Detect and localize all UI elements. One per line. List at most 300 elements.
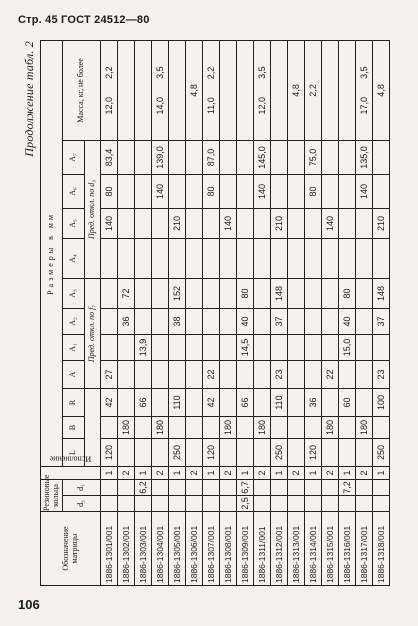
cell-A1 [203,334,220,360]
cell-R: 42 [101,388,118,416]
cell-R: 42 [203,388,220,416]
cell-d3 [186,496,203,512]
cell-L [186,438,203,466]
cell-d1 [203,479,220,495]
cell-A6 [186,174,203,208]
cell-L [339,438,356,466]
designation-header: Обозначение матрицы [41,512,101,586]
cell-code: 1886-1304/001 [152,512,169,586]
cell-R: 36 [305,388,322,416]
cell-A6 [271,174,288,208]
cell-A5: 210 [271,208,288,238]
cell-d1 [271,479,288,495]
cell-A2: 37 [271,308,288,334]
cell-d1 [254,479,271,495]
table-row [186,40,203,585]
L-header: L [63,438,85,466]
cell-A3: 148 [271,278,288,308]
table-body [101,40,390,585]
cell-L [254,438,271,466]
cell-B [135,416,152,438]
cell-B: 180 [322,416,339,438]
cell-A4 [118,238,135,278]
cell-A: 22 [203,360,220,388]
cell-A3 [152,278,169,308]
cell-R: 110 [169,388,186,416]
cell-d1 [288,479,305,495]
cell-mass [101,40,118,140]
cell-A7 [169,140,186,174]
cell-mass [152,40,169,140]
cell-d1 [101,479,118,495]
cell-A5 [118,208,135,238]
cell-d3 [101,496,118,512]
cell-A6: 140 [254,174,271,208]
A2-header: A₂ [63,308,85,334]
cell-d3 [118,496,135,512]
cell-A4 [101,238,118,278]
cell-A4 [271,238,288,278]
cell-A6 [373,174,390,208]
cell-A1: 15,0 [339,334,356,360]
cell-d1: 6,7 [237,479,254,495]
cell-ex: 1 [203,466,220,479]
cell-A2 [186,308,203,334]
mass-extra-value: 11,0 [206,97,216,115]
cell-A [356,360,373,388]
cell-A6 [288,174,305,208]
cell-d3 [356,496,373,512]
cell-A4 [339,238,356,278]
cell-L [118,438,135,466]
cell-R [220,388,237,416]
table-row [118,40,135,585]
cell-A7: 83,4 [101,140,118,174]
cell-code: 1886-1312/001 [271,512,288,586]
mass-value: 3,5 [359,66,369,79]
cell-R [186,388,203,416]
cell-A4 [169,238,186,278]
cell-d3: 2,5 [237,496,254,512]
mass-extra-value: 17,0 [359,96,369,115]
A6-header: A₆ [63,174,85,208]
cell-A1 [152,334,169,360]
mass-value: 3,5 [257,66,267,79]
cell-R [254,388,271,416]
cell-code: 1886-1318/001 [373,512,390,586]
cell-A6: 140 [356,174,373,208]
cell-d3 [220,496,237,512]
mass-value: 2,2 [104,66,114,79]
cell-d1 [322,479,339,495]
cell-R [322,388,339,416]
cell-B [288,416,305,438]
cell-ex: 1 [237,466,254,479]
cell-code: 1886-1311/001 [254,512,271,586]
cell-A1 [356,334,373,360]
cell-L [135,438,152,466]
cell-A3: 80 [339,278,356,308]
cell-A: 22 [322,360,339,388]
cell-d1: 7,2 [339,479,356,495]
cell-B [101,416,118,438]
cell-A5 [203,208,220,238]
cell-d1 [152,479,169,495]
cell-A6: 80 [101,174,118,208]
table-row [237,40,254,585]
table-row [305,40,322,585]
cell-A7: 135,0 [356,140,373,174]
cell-ex: 1 [339,466,356,479]
cell-A [254,360,271,388]
cell-A7 [322,140,339,174]
cell-mass [339,40,356,140]
A-header: A [63,360,85,388]
table-row [339,40,356,585]
cell-A1 [271,334,288,360]
cell-L [237,438,254,466]
cell-A4 [220,238,237,278]
cell-A2 [135,308,152,334]
cell-B: 180 [356,416,373,438]
tolerance-note-f7: Пред. откл. по f₇ [85,278,101,388]
cell-A3 [203,278,220,308]
cell-A2: 36 [118,308,135,334]
cell-B [186,416,203,438]
cell-A5: 210 [169,208,186,238]
execution-header: Исполнение [41,466,101,479]
cell-mass [135,40,152,140]
cell-A6 [339,174,356,208]
cell-B [373,416,390,438]
cell-A [135,360,152,388]
cell-d3 [339,496,356,512]
cell-A4 [254,238,271,278]
cell-mass [271,40,288,140]
cell-A2 [220,308,237,334]
mass-extra-value: 14,0 [155,96,165,115]
R-header: R [63,388,85,416]
cell-A3: 148 [373,278,390,308]
cell-A3 [254,278,271,308]
cell-ex: 2 [152,466,169,479]
cell-A6 [322,174,339,208]
cell-code: 1886-1309/001 [237,512,254,586]
cell-A7: 75,0 [305,140,322,174]
cell-ex: 2 [356,466,373,479]
cell-A [152,360,169,388]
cell-A [237,360,254,388]
cell-R: 66 [237,388,254,416]
cell-code: 1886-1316/001 [339,512,356,586]
cell-ex: 2 [288,466,305,479]
cell-L: 120 [203,438,220,466]
cell-A5 [152,208,169,238]
cell-L [152,438,169,466]
cell-A3 [186,278,203,308]
B-header: B [63,416,85,438]
cell-A5 [186,208,203,238]
cell-A5 [135,208,152,238]
cell-d1 [118,479,135,495]
cell-A [118,360,135,388]
cell-B [339,416,356,438]
cell-A3 [220,278,237,308]
cell-A7 [135,140,152,174]
A1-header: A₁ [63,334,85,360]
table-row [220,40,237,585]
cell-A1 [288,334,305,360]
A4-header: A₄ [63,238,85,278]
cell-A5 [288,208,305,238]
dimensions-table [40,40,390,586]
cell-code: 1886-1308/001 [220,512,237,586]
cell-mass [203,40,220,140]
cell-A6 [118,174,135,208]
table-row [152,40,169,585]
cell-A4 [322,238,339,278]
table-row [271,40,288,585]
cell-A: 23 [271,360,288,388]
cell-code: 1886-1313/001 [288,512,305,586]
cell-A [305,360,322,388]
cell-R [118,388,135,416]
table-row [101,40,118,585]
cell-L [288,438,305,466]
cell-A5: 140 [101,208,118,238]
cell-A7 [288,140,305,174]
cell-A7 [220,140,237,174]
cell-B [305,416,322,438]
cell-A5 [339,208,356,238]
cell-B [271,416,288,438]
cell-code: 1886-1305/001 [169,512,186,586]
cell-A7 [339,140,356,174]
cell-d1 [186,479,203,495]
cell-A1 [305,334,322,360]
cell-A3: 80 [237,278,254,308]
dimensions-caption: Размеры в мм [41,40,63,466]
cell-mass [356,40,373,140]
cell-ex: 1 [271,466,288,479]
cell-A4 [237,238,254,278]
cell-A3 [356,278,373,308]
cell-d3 [322,496,339,512]
cell-A2: 40 [339,308,356,334]
mass-header: Масса, кг, не более [63,40,101,140]
cell-A2 [288,308,305,334]
cell-B [237,416,254,438]
cell-mass: 2,2 [305,40,322,140]
cell-mass: 4,8 [373,40,390,140]
cell-ex: 1 [305,466,322,479]
cell-A3 [322,278,339,308]
cell-R: 110 [271,388,288,416]
cell-code: 1886-1302/001 [118,512,135,586]
cell-A4 [305,238,322,278]
cell-d1 [305,479,322,495]
cell-ex: 1 [169,466,186,479]
cell-code: 1886-1301/001 [101,512,118,586]
mass-extra-value: 12,0 [257,96,267,115]
cell-A [220,360,237,388]
cell-d3 [203,496,220,512]
cell-ex: 2 [118,466,135,479]
cell-A [288,360,305,388]
cell-A1: 13,9 [135,334,152,360]
cell-A7 [186,140,203,174]
cell-A1 [220,334,237,360]
cell-L [356,438,373,466]
cell-A4 [152,238,169,278]
cell-L: 120 [305,438,322,466]
table-row [135,40,152,585]
cell-A6 [237,174,254,208]
cell-code: 1886-1303/001 [135,512,152,586]
cell-A1 [322,334,339,360]
table-row [169,40,186,585]
cell-A1 [118,334,135,360]
cell-A5: 140 [220,208,237,238]
cell-d1 [220,479,237,495]
cell-A3: 152 [169,278,186,308]
A3-header: A₃ [63,278,85,308]
cell-mass [169,40,186,140]
cell-R: 66 [135,388,152,416]
cell-A6: 140 [152,174,169,208]
cell-B [203,416,220,438]
cell-d3 [152,496,169,512]
table-row [373,40,390,585]
cell-A5: 210 [373,208,390,238]
cell-ex: 2 [186,466,203,479]
cell-A5: 140 [322,208,339,238]
cell-A4 [135,238,152,278]
table-row [288,40,305,585]
cell-A2: 40 [237,308,254,334]
cell-L [220,438,237,466]
cell-A7 [373,140,390,174]
cell-A3 [288,278,305,308]
mass-extra-value: 12,0 [104,96,114,115]
cell-A6: 80 [203,174,220,208]
cell-A1: 14,5 [237,334,254,360]
cell-A2 [152,308,169,334]
cell-A1 [169,334,186,360]
A7-header: A₇ [63,140,85,174]
cell-A1 [101,334,118,360]
cell-A [169,360,186,388]
cell-mass [118,40,135,140]
cell-A2 [203,308,220,334]
cell-d3 [169,496,186,512]
cell-code: 1886-1306/001 [186,512,203,586]
cell-d1: 6,2 [135,479,152,495]
A5-header: A₅ [63,208,85,238]
cell-d1 [373,479,390,495]
cell-A4 [356,238,373,278]
cell-L: 250 [169,438,186,466]
cell-A4 [288,238,305,278]
cell-A2: 38 [169,308,186,334]
cell-A1 [186,334,203,360]
cell-B: 180 [254,416,271,438]
cell-A7 [118,140,135,174]
cell-mass [322,40,339,140]
cell-A3 [135,278,152,308]
cell-d3 [271,496,288,512]
cell-mass: 4,8 [186,40,203,140]
cell-B: 180 [118,416,135,438]
cell-A2 [305,308,322,334]
cell-B: 180 [220,416,237,438]
cell-ex: 1 [101,466,118,479]
d1-header: d₁ [63,479,101,495]
cell-mass [237,40,254,140]
table-row [356,40,373,585]
cell-A4 [373,238,390,278]
cell-A1 [254,334,271,360]
cell-ex: 2 [322,466,339,479]
cell-code: 1886-1315/001 [322,512,339,586]
cell-A4 [186,238,203,278]
cell-A7 [237,140,254,174]
cell-R [288,388,305,416]
cell-A6 [135,174,152,208]
cell-A5 [356,208,373,238]
cell-d3 [288,496,305,512]
cell-ex: 1 [135,466,152,479]
cell-A2: 37 [373,308,390,334]
mass-value: 3,5 [155,66,165,79]
cell-A2 [322,308,339,334]
cell-A6: 80 [305,174,322,208]
cell-A7: 145,0 [254,140,271,174]
cell-code: 1886-1314/001 [305,512,322,586]
cell-ex: 2 [220,466,237,479]
cell-A1 [373,334,390,360]
rings-header: Резиновые кольца [41,479,63,511]
cell-d3 [373,496,390,512]
continuation-label: Продолжение табл. 2 [22,41,36,157]
cell-mass [254,40,271,140]
cell-A2 [101,308,118,334]
table-row [322,40,339,585]
cell-A2 [356,308,373,334]
cell-d3 [305,496,322,512]
page-number: 106 [18,597,40,612]
cell-A4 [203,238,220,278]
cell-mass: 4,8 [288,40,305,140]
cell-R [152,388,169,416]
cell-A: 27 [101,360,118,388]
cell-L: 120 [101,438,118,466]
cell-A5 [305,208,322,238]
cell-R: 100 [373,388,390,416]
tolerance-note-d3: Пред. откл. по d₃ [85,140,101,278]
table-row [254,40,271,585]
d3-header: d₃ [63,496,101,512]
cell-d1 [169,479,186,495]
rotated-table-block [22,41,387,586]
cell-A6 [220,174,237,208]
cell-A7 [271,140,288,174]
cell-B: 180 [152,416,169,438]
cell-L [322,438,339,466]
cell-ex: 2 [254,466,271,479]
page-header: Стр. 45 ГОСТ 24512—80 [18,14,150,26]
cell-A: 23 [373,360,390,388]
